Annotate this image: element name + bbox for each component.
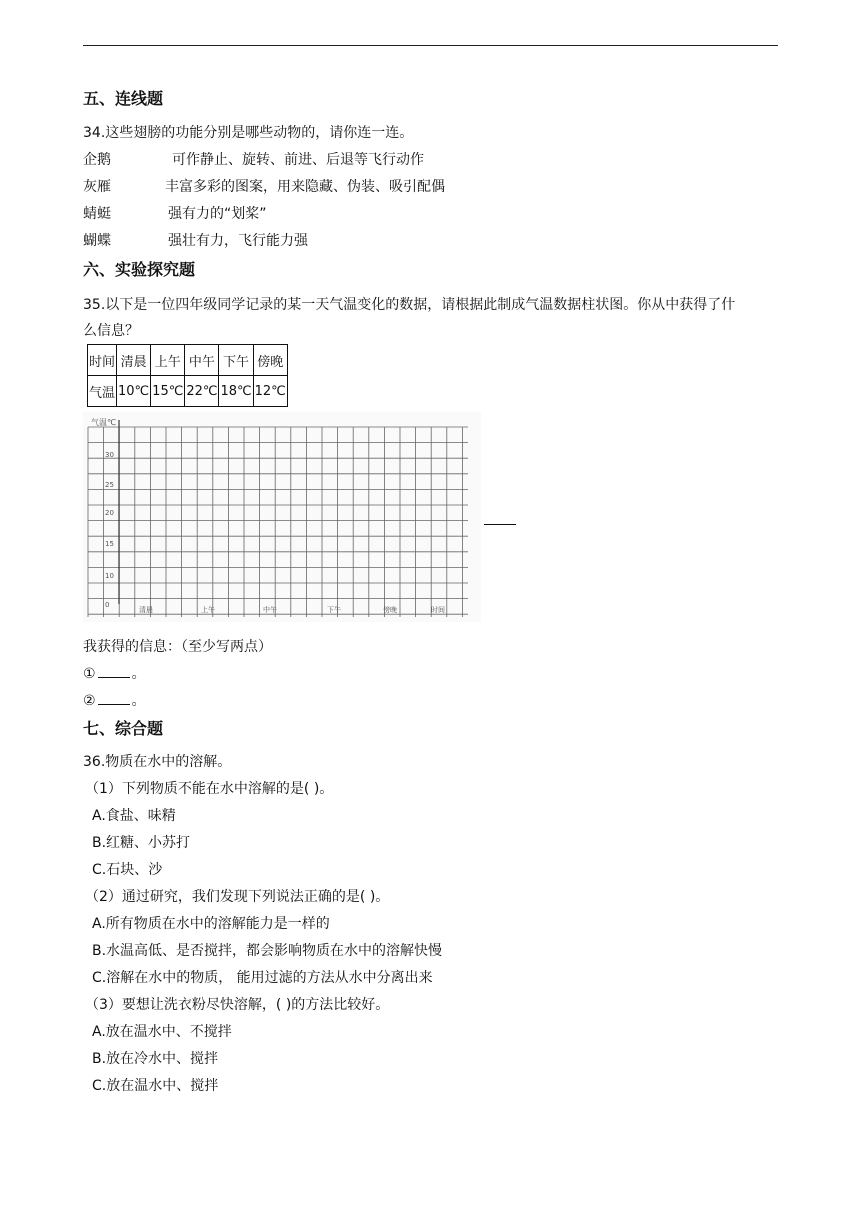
x-tick-label: 上午 — [201, 606, 215, 614]
answer-blank[interactable] — [98, 692, 130, 705]
question-34: 34.这些翅膀的功能分别是哪些动物的，请你连一连。 — [83, 125, 414, 141]
pair-desc: 强有力的“划桨” — [168, 206, 267, 222]
table-cell: 中午 — [185, 345, 219, 376]
pair-animal: 灰雁 — [83, 179, 111, 195]
option: B.放在冷水中、搅拌 — [92, 1051, 219, 1067]
x-tick-label: 下午 — [327, 606, 341, 614]
table-cell: 上午 — [151, 345, 185, 376]
table-cell: 傍晚 — [253, 345, 287, 376]
x-tick-label: 中午 — [263, 606, 277, 614]
question-35-line1: 35.以下是一位四年级同学记录的某一天气温变化的数据，请根据此制成气温数据柱状图。你从中获得了什 — [83, 297, 736, 313]
answer-2 — [83, 690, 146, 710]
table-cell: 时间 — [88, 345, 117, 376]
table-row — [88, 345, 288, 376]
option: B.水温高低、是否搅拌，都会影响物质在水中的溶解快慢 — [92, 943, 443, 959]
blank-chart-grid — [83, 412, 481, 622]
y-tick-label: 0 — [105, 601, 110, 609]
x-tick-label: 傍晚 — [383, 606, 397, 614]
temperature-table — [87, 344, 288, 407]
option: A.食盐、味精 — [92, 808, 176, 824]
table-cell: 下午 — [219, 345, 253, 376]
question-36: 36.物质在水中的溶解。 — [83, 754, 232, 770]
pair-animal: 企鹅 — [83, 152, 111, 168]
pair-animal: 蝴蝶 — [83, 233, 111, 249]
x-tick-label: 时间 — [431, 606, 445, 614]
y-tick-label: 25 — [105, 481, 114, 489]
option: C.放在温水中、搅拌 — [92, 1078, 219, 1094]
table-cell: 清晨 — [117, 345, 151, 376]
x-tick-label: 清晨 — [139, 606, 153, 614]
y-tick-label: 20 — [105, 509, 114, 517]
period: 。 — [131, 693, 146, 709]
option: B.红糖、小苏打 — [92, 835, 191, 851]
answer-line[interactable] — [484, 524, 516, 525]
option: A.放在温水中、不搅拌 — [92, 1024, 232, 1040]
answer-number: ② — [83, 693, 96, 709]
table-row — [88, 376, 288, 407]
pair-desc: 可作静止、旋转、前进、后退等飞行动作 — [172, 152, 424, 168]
sub-question-1: （1）下列物质不能在水中溶解的是( )。 — [85, 781, 334, 797]
header-rule — [83, 45, 778, 46]
table-cell: 18℃ — [219, 376, 253, 407]
y-tick-label: 10 — [105, 572, 114, 580]
pair-desc: 丰富多彩的图案，用来隐藏、伪装、吸引配偶 — [165, 179, 445, 195]
info-prompt: 我获得的信息：（至少写两点） — [83, 639, 272, 655]
pair-desc: 强壮有力，飞行能力强 — [168, 233, 308, 249]
section7-title: 七、综合题 — [83, 719, 164, 738]
answer-blank[interactable] — [98, 665, 130, 678]
option: C.溶解在水中的物质， 能用过滤的方法从水中分离出来 — [92, 970, 433, 986]
pair-animal: 蜻蜓 — [83, 206, 111, 222]
section5-title: 五、连线题 — [83, 89, 164, 108]
answer-1 — [83, 663, 146, 683]
option: C.石块、沙 — [92, 862, 163, 878]
period: 。 — [131, 666, 146, 682]
section6-title: 六、实验探究题 — [83, 260, 196, 279]
y-axis-label: 气温℃ — [91, 418, 116, 427]
table-cell: 10℃ — [117, 376, 151, 407]
sub-question-2: （2）通过研究，我们发现下列说法正确的是( )。 — [85, 889, 390, 905]
sub-question-3: （3）要想让洗衣粉尽快溶解，( )的方法比较好。 — [85, 997, 390, 1013]
answer-number: ① — [83, 666, 96, 682]
table-cell: 12℃ — [253, 376, 287, 407]
question-35-line2: 么信息？ — [83, 323, 139, 339]
option: A.所有物质在水中的溶解能力是一样的 — [92, 916, 330, 932]
y-tick-label: 30 — [105, 451, 114, 459]
table-cell: 气温 — [88, 376, 117, 407]
table-cell: 22℃ — [185, 376, 219, 407]
table-cell: 15℃ — [151, 376, 185, 407]
y-tick-label: 15 — [105, 540, 114, 548]
